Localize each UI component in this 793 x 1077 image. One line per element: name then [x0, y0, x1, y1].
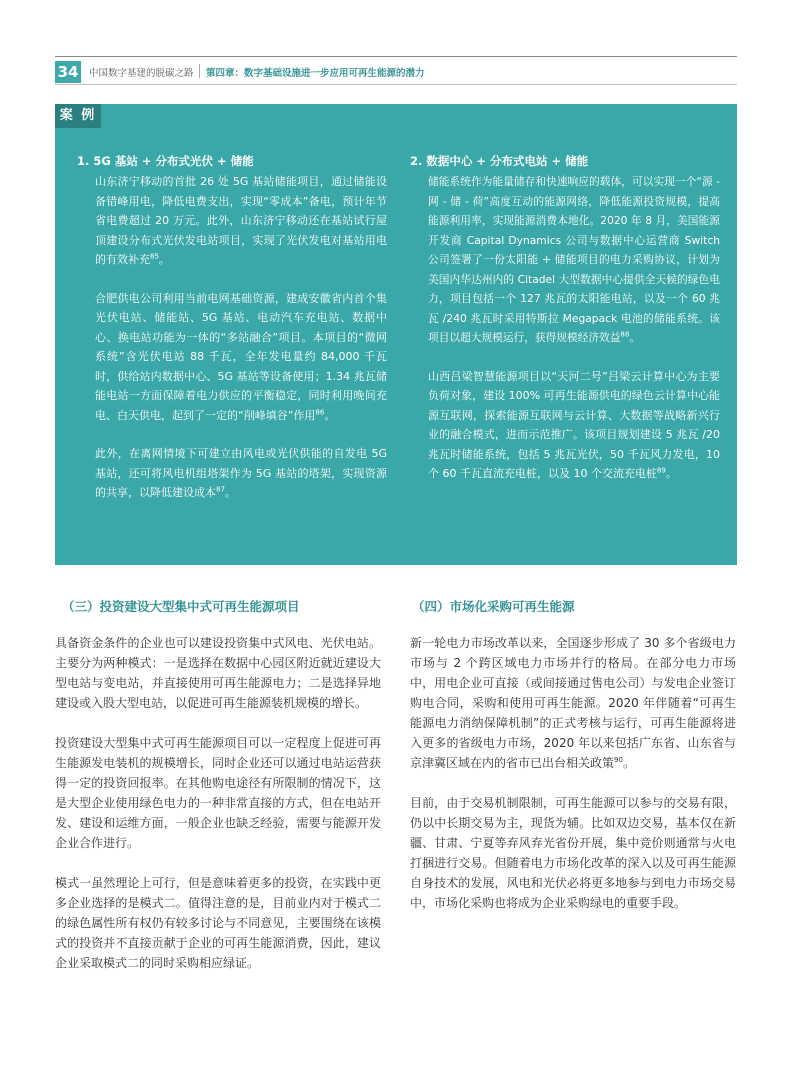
- body-paragraph: 模式一虽然理论上可行，但是意味着更多的投资，在实践中更多企业选择的是模式二。值得注意的是，目前业内对于模式二的绿色属性所有权仍有较多讨论与不同意见，主要围绕在该模式的投资并不直接贡献于企业的可再生能源消费，因此，建议企业采取模式二的同时采购相应绿证。: [55, 876, 381, 970]
- body-paragraph: 新一轮电力市场改革以来，全国逐步形成了 30 多个省级电力市场与 2 个跨区域电力市场并行的格局。在部分电力市场中，用电企业可直接（或间接通过售电公司）与发电企业签订购电合同，采购和使用可再生能源。2020 年伴随着“可再生能源电力消纳保障机制”的正式考核与运行，可再生能源将进入更多的省级电力市场，2020 年以来包括广东省、山东省与京津冀区域在内的省市已出台相关政策$^{90}$。: [410, 636, 736, 770]
- body-paragraph: 具备资金条件的企业也可以建设投资集中式风电、光伏电站。主要分为两种模式：一是选择在数据中心园区附近就近建设大型电站与变电站，并直接使用可再生能源电力；二是选择异地建设或入股大型电站，以促进可再生能源装机规模的增长。: [55, 636, 381, 710]
- case-left-column: [77, 152, 387, 522]
- footnote-ref: 90: [614, 756, 623, 764]
- footnote-ref: 85: [150, 252, 159, 261]
- case-paragraph: 合肥供电公司利用当前电网基础资源，建成安徽省内首个集光伏电站、储能站、5G 基站、电动汽车充电站、数据中心、换电站功能为一体的“多站融合”项目。本项目的“微网系统”含光伏电站 88 千瓦，全年发电量约 84,000 千瓦时，供给站内数据中心、5G 基站等设备使用；1.34 兆瓦储能电站一方面保障着电力供应的平衡稳定，同时利用晚间充电、白天供电，起到了一定的“削峰填谷”作用$^{86}$。: [95, 291, 387, 422]
- case-paragraph: 山东济宁移动的首批 26 处 5G 基站储能项目，通过储能设备错峰用电，降低电费支出，实现“零成本”备电，预计年节省电费超过 20 万元。此外，山东济宁移动还在基站试行屋顶建设分布式光伏发电站项目，实现了光伏发电对基站用电的有效补充$^{85}$。: [95, 175, 387, 266]
- case-label: 案 例: [55, 104, 101, 128]
- chapter-title: 第四章：数字基础设施进一步应用可再生能源的潜力: [206, 68, 425, 79]
- page-number: 34: [55, 61, 81, 83]
- footnote-ref: 89: [656, 466, 666, 475]
- header-bottom-rule: [55, 84, 737, 85]
- footnote-ref: 87: [216, 485, 225, 494]
- section4-column: [410, 633, 736, 933]
- body-paragraph: 投资建设大型集中式可再生能源项目可以一定程度上促进可再生能源发电装机的规模增长，同时企业还可以通过电站运营获得一定的投资回报率。在其他购电途径有所限制的情况下，这是大型企业使用绿色电力的一种非常直接的方式，但在电站开发、建设和运维方面，一般企业也缺乏经验，需要与能源开发企业合作进行。: [55, 736, 381, 850]
- section3-column: [55, 633, 381, 993]
- header-top-rule: [55, 56, 737, 57]
- section-heading-3: （三）投资建设大型集中式可再生能源项目: [62, 599, 300, 614]
- body-paragraph: 目前，由于交易机制限制，可再生能源可以参与的交易有限，仍以中长期交易为主，现货为辅。比如双边交易，基本仅在新疆、甘肃、宁夏等弃风弃光省份开展，集中竞价则通常与火电打捆进行交易。但随着电力市场化改革的深入以及可再生能源自身技术的发展，风电和光伏必将更多地参与到电力市场交易中，市场化采购也将成为企业采购绿电的重要手段。: [410, 796, 736, 910]
- book-title: 中国数字基建的脱碳之路: [89, 68, 194, 79]
- footnote-ref: 88: [620, 330, 630, 339]
- case-paragraph: 此外，在离网情境下可建立由风电或光伏供能的自发电 5G 基站，还可将风电机组塔架作为 5G 基站的塔架，实现资源的共享，以降低建设成本$^{87}$。: [95, 447, 387, 499]
- header-divider: [199, 64, 200, 78]
- case-heading-5g: 1. 5G 基站 + 分布式光伏 + 储能: [77, 154, 254, 168]
- case-paragraph: 山西吕梁智慧能源项目以“天河二号”吕梁云计算中心为主要负荷对象，建设 100% 可再生能源供电的绿色云计算中心能源互联网，探索能源互联网与云计算、大数据等战略新兴行业的融合模式，进而示范推广。该项目规划建设 5 兆瓦 /20 兆瓦时储能系统，包括 5 兆瓦光伏，50 千瓦风力发电，10 个 60 千瓦直流充电桩，以及 10 个交流充电桩$^{89}$。: [428, 369, 720, 480]
- footnote-ref: 86: [315, 407, 325, 416]
- case-right-column: [410, 152, 720, 503]
- case-paragraph: 储能系统作为能量储存和快速响应的载体，可以实现一个“源 - 网 - 储 - 荷”高度互动的能源网络，降低能源投资规模，提高能源利用率，实现能源消费本地化。2020 年 8 月，美国能源开发商 Capital Dynamics 公司与数据中心运营商 Switch 公司签署了一份太阳能 + 储能项目的电力采购协议，计划为美国内华达州内的 Citadel 大型数据中心提供全天候的绿色电力，项目包括一个 127 兆瓦的太阳能电站，以及一个 60 兆瓦 /240 兆瓦时采用特斯拉 Megapack 电池的储能系统。该项目以超大规模运行，获得规模经济效益$^{88}$。: [428, 175, 720, 344]
- case-box: [55, 104, 737, 565]
- case-heading-datacenter: 2. 数据中心 + 分布式电站 + 储能: [410, 154, 589, 168]
- section-heading-4: （四）市场化采购可再生能源: [412, 599, 575, 614]
